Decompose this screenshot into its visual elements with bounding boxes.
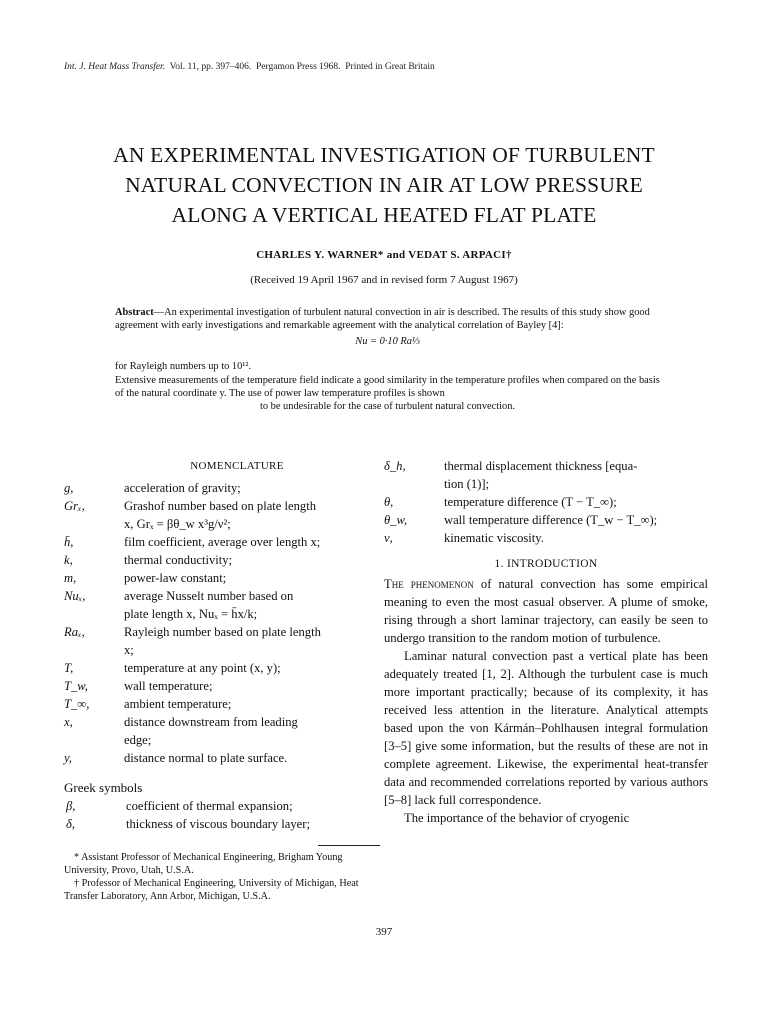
nomenclature-definition	[124, 533, 380, 551]
nomenclature-entry	[64, 623, 380, 659]
nomenclature-entry	[64, 551, 380, 569]
nomenclature-definition	[124, 479, 380, 497]
nomenclature-symbol: g,	[64, 481, 74, 495]
definition-line: edge;	[124, 733, 152, 747]
nomenclature-entry	[384, 529, 708, 547]
nomenclature-continued	[384, 457, 708, 547]
abstract-text: Extensive measurements of the temperature field indicate a good similarity in the temperature profiles when compared on the basis of the natural coordinate y. The use of power law temperature profiles is shown	[115, 374, 660, 400]
definition-line: thermal conductivity;	[124, 553, 233, 567]
definition-line: film coefficient, average over length x;	[124, 535, 321, 549]
nomenclature-definition	[124, 497, 380, 533]
definition-line: thickness of viscous boundary layer;	[126, 817, 310, 831]
definition-line: x, Grₓ = βθ_w x³g/ν²;	[124, 517, 231, 531]
nomenclature-definition	[124, 749, 380, 767]
title-line: AN EXPERIMENTAL INVESTIGATION OF TURBULENT	[113, 143, 655, 167]
nomenclature-definition	[126, 815, 310, 833]
nomenclature-definition	[124, 623, 380, 659]
nomenclature-entry	[64, 815, 380, 833]
definition-line: Grashof number based on plate length	[124, 499, 316, 513]
journal-header	[64, 62, 435, 72]
intro-paragraph: The importance of the behavior of cryogenic	[404, 811, 630, 825]
footnote: * Assistant Professor of Mechanical Engineering, Brigham Young University, Provo, Utah, U.S.A.	[64, 852, 343, 876]
nomenclature-symbol: y,	[64, 751, 73, 765]
journal-publisher: Pergamon Press 1968.	[255, 62, 341, 72]
nomenclature-symbol: θ_w,	[384, 513, 408, 527]
nomenclature-symbol: m,	[64, 571, 77, 585]
nomenclature-entry	[64, 797, 380, 815]
nomenclature-definition	[126, 797, 293, 815]
definition-line: Rayleigh number based on plate length	[124, 625, 321, 639]
definition-line: kinematic viscosity.	[444, 531, 544, 545]
abstract	[115, 306, 660, 414]
nomenclature-definition	[124, 569, 380, 587]
author-list: CHARLES Y. WARNER* and VEDAT S. ARPACI†	[256, 249, 512, 261]
nomenclature-symbol: h̄,	[64, 535, 74, 549]
nomenclature-entry	[64, 695, 380, 713]
journal-printed: Printed in Great Britain	[345, 62, 435, 72]
definition-line: x;	[124, 643, 134, 657]
nomenclature-entry	[384, 511, 708, 529]
definition-line: tion (1)];	[444, 477, 490, 491]
nomenclature-symbol: Raₓ,	[64, 625, 85, 639]
nomenclature-entry	[64, 587, 380, 623]
definition-line: thermal displacement thickness [equa-	[444, 459, 638, 473]
nomenclature-symbol: k,	[64, 553, 73, 567]
definition-line: power-law constant;	[124, 571, 227, 585]
page-number: 397	[375, 926, 393, 938]
definition-line: distance downstream from leading	[124, 715, 298, 729]
right-column	[384, 457, 708, 827]
nomenclature-definition	[444, 529, 708, 547]
nomenclature-symbol: δ_h,	[384, 459, 406, 473]
intro-paragraph	[384, 575, 708, 647]
nomenclature-entry	[64, 479, 380, 497]
nomenclature-symbol: Nuₓ,	[64, 589, 86, 603]
definition-line: average Nusselt number based on	[124, 589, 294, 603]
abstract-label: Abstract	[115, 307, 154, 318]
intro-lead: The phenomenon	[384, 577, 474, 591]
nomenclature-entry	[64, 497, 380, 533]
abstract-paragraph	[115, 306, 660, 333]
journal-name: Int. J. Heat Mass Transfer.	[64, 62, 166, 72]
nomenclature-symbol: β,	[66, 799, 76, 813]
nomenclature-definition	[124, 677, 380, 695]
definition-line: acceleration of gravity;	[124, 481, 241, 495]
definition-line: coefficient of thermal expansion;	[126, 799, 293, 813]
nomenclature-entry	[64, 533, 380, 551]
journal-volume: Vol. 11, pp. 397–406.	[169, 62, 252, 72]
footnote: † Professor of Mechanical Engineering, University of Michigan, Heat Transfer Laboratory, Ann Arbor, Michigan, U.S.A.	[64, 878, 359, 902]
nomenclature-definition	[124, 551, 380, 569]
title-line: ALONG A VERTICAL HEATED FLAT PLATE	[171, 203, 597, 227]
definition-line: plate length x, Nuₓ = h̄x/k;	[124, 607, 258, 621]
nomenclature-entry	[384, 493, 708, 511]
paper-title	[40, 140, 728, 230]
nomenclature-entry	[64, 749, 380, 767]
nomenclature-entry	[64, 713, 380, 749]
left-column	[64, 457, 380, 833]
nomenclature-definition	[124, 659, 380, 677]
introduction-body	[384, 575, 708, 827]
intro-paragraph: Laminar natural convection past a vertical plate has been adequately treated [1, 2]. Although the turbulent case is much more important practically; because of its complexity, it has received less attention in the literature. Analytical attempts based upon the von Kármán–Pohlhausen integral formulation [3–5] give some information, but the results of these are not in complete agreement. Likewise, the experimental heat-transfer data and recommended correlations reported by various authors [5–8] lack full correspondence.	[384, 649, 708, 807]
abstract-text: to be undesirable for the case of turbulent natural convection.	[259, 401, 516, 413]
nomenclature-symbol: x,	[64, 715, 73, 729]
nomenclature-entry	[64, 659, 380, 677]
nomenclature-definition	[444, 457, 708, 493]
nomenclature-heading: NOMENCLATURE	[190, 460, 284, 472]
nomenclature-symbol: ν,	[384, 531, 393, 545]
nomenclature-definition	[124, 713, 380, 749]
abstract-text: —An experimental investigation of turbulent natural convection in air is described. The results of this study show good agreement with early investigations and remarkable agreement with the analytical correlation of Bayley [4]:	[115, 307, 650, 332]
definition-line: temperature at any point (x, y);	[124, 661, 281, 675]
definition-line: temperature difference (T − T_∞);	[444, 495, 617, 509]
nomenclature-definition	[124, 587, 380, 623]
nomenclature-definition	[444, 493, 708, 511]
footnote-rule	[318, 845, 380, 846]
nomenclature-symbol: δ,	[66, 817, 76, 831]
nomenclature-definition	[124, 695, 380, 713]
nomenclature-entry	[384, 457, 708, 493]
definition-line: wall temperature difference (T_w − T_∞);	[444, 513, 658, 527]
nomenclature-symbol: θ,	[384, 495, 394, 509]
intro-text: of natural convection has some empirical meaning to even the most casual observer. A plume of smoke, rising through a short laminar trajectory, can easily be seen to undergo transition to the random motion of turbulence.	[384, 577, 708, 645]
greek-symbols-list	[64, 797, 380, 833]
abstract-text: for Rayleigh numbers up to 10¹².	[115, 361, 252, 373]
nomenclature-symbol: T,	[64, 661, 74, 675]
definition-line: distance normal to plate surface.	[124, 751, 288, 765]
nomenclature-definition	[444, 511, 708, 529]
footnotes	[64, 852, 380, 904]
greek-symbols-heading: Greek symbols	[64, 780, 143, 795]
nomenclature-symbol: T_∞,	[64, 697, 90, 711]
nomenclature-entry	[64, 569, 380, 587]
definition-line: wall temperature;	[124, 679, 213, 693]
nomenclature-symbol: Grₓ,	[64, 499, 85, 513]
received-dates: (Received 19 April 1967 and in revised form 7 August 1967)	[250, 274, 518, 286]
nomenclature-list	[64, 479, 380, 767]
section-heading: 1. INTRODUCTION	[494, 558, 598, 570]
nomenclature-entry	[64, 677, 380, 695]
definition-line: ambient temperature;	[124, 697, 232, 711]
title-line: NATURAL CONVECTION IN AIR AT LOW PRESSURE	[125, 173, 643, 197]
abstract-equation: Nu = 0·10 Ra⅓	[355, 335, 420, 347]
nomenclature-symbol: T_w,	[64, 679, 88, 693]
